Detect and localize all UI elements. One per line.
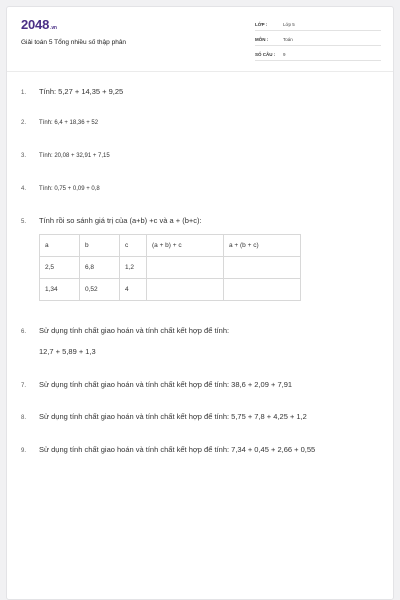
question-text: Tính: 20,08 + 32,91 + 7,15 xyxy=(39,153,110,159)
question-item xyxy=(21,412,307,421)
table-header-cell: a + (b + c) xyxy=(224,235,301,257)
question-item xyxy=(21,120,98,126)
meta-label: LỚP : xyxy=(255,22,268,27)
table-cell: 6,8 xyxy=(80,257,120,279)
question-expression: 12,7 + 5,89 + 1,3 xyxy=(39,347,96,356)
meta-value: Lớp 5 xyxy=(283,22,295,27)
question-item xyxy=(21,153,110,159)
question-number: 7. xyxy=(21,383,27,389)
question-text: Sử dụng tính chất giao hoán và tính chất kết hợp để tính: xyxy=(39,326,230,335)
meta-row-question-count xyxy=(255,49,381,61)
question-text: Sử dụng tính chất giao hoán và tính chất kết hợp để tính: 7,34 + 0,45 + 2,66 + 0,55 xyxy=(39,445,316,454)
table-cell: 1,34 xyxy=(40,279,80,301)
table-cell: 0,52 xyxy=(80,279,120,301)
question-item xyxy=(21,216,202,225)
question-number: 3. xyxy=(21,153,27,159)
table-cell: 1,2 xyxy=(120,257,147,279)
table-cell: 2,5 xyxy=(40,257,80,279)
question-text: Sử dụng tính chất giao hoán và tính chất kết hợp để tính: 5,75 + 7,8 + 4,25 + 1,2 xyxy=(39,412,307,421)
table-row xyxy=(40,257,301,279)
table-header-row xyxy=(40,235,301,257)
question-number: 5. xyxy=(21,219,27,225)
worksheet xyxy=(6,6,394,600)
meta-label: SỐ CÂU : xyxy=(255,52,276,57)
table-header-cell: (a + b) + c xyxy=(147,235,224,257)
question-text: Tính: 0,75 + 0,09 + 0,8 xyxy=(39,186,100,192)
table-header-cell: b xyxy=(80,235,120,257)
meta-label: MÔN : xyxy=(255,37,269,42)
question-item xyxy=(21,326,229,335)
question-text: Tính: 6,4 + 18,36 + 52 xyxy=(39,120,99,126)
meta-value: 9 xyxy=(283,52,286,57)
table-cell: 4 xyxy=(120,279,147,301)
question-text: Tính rồi so sánh giá trị của (a+b) +c và a + (b+c): xyxy=(39,216,202,225)
comparison-table xyxy=(39,234,301,301)
logo-suffix: .vn xyxy=(50,25,57,31)
logo-text: 2048 xyxy=(21,17,50,32)
question-item xyxy=(21,445,315,454)
question-item xyxy=(21,87,123,96)
question-number: 9. xyxy=(21,448,27,454)
table-cell xyxy=(224,279,301,301)
meta-value: Toán xyxy=(283,37,293,42)
question-number: 8. xyxy=(21,415,27,421)
question-item xyxy=(21,186,100,192)
table-cell xyxy=(147,279,224,301)
table-header-cell: a xyxy=(40,235,80,257)
header-divider xyxy=(7,71,393,72)
question-number: 4. xyxy=(21,186,27,192)
table-cell xyxy=(147,257,224,279)
table-cell xyxy=(224,257,301,279)
worksheet-title: Giải toán 5 Tổng nhiều số thập phân xyxy=(21,39,127,46)
question-number: 1. xyxy=(21,90,27,96)
table-row xyxy=(40,279,301,301)
question-number: 6. xyxy=(21,329,27,335)
meta-row-class xyxy=(255,19,381,31)
site-logo[interactable] xyxy=(21,17,57,32)
table-header-cell: c xyxy=(120,235,147,257)
question-number: 2. xyxy=(21,120,27,126)
meta-row-subject xyxy=(255,34,381,46)
question-item xyxy=(21,380,292,389)
question-text: Sử dụng tính chất giao hoán và tính chất kết hợp để tính: 38,6 + 2,09 + 7,91 xyxy=(39,380,293,389)
worksheet-header xyxy=(7,7,393,69)
question-text: Tính: 5,27 + 14,35 + 9,25 xyxy=(39,87,124,96)
